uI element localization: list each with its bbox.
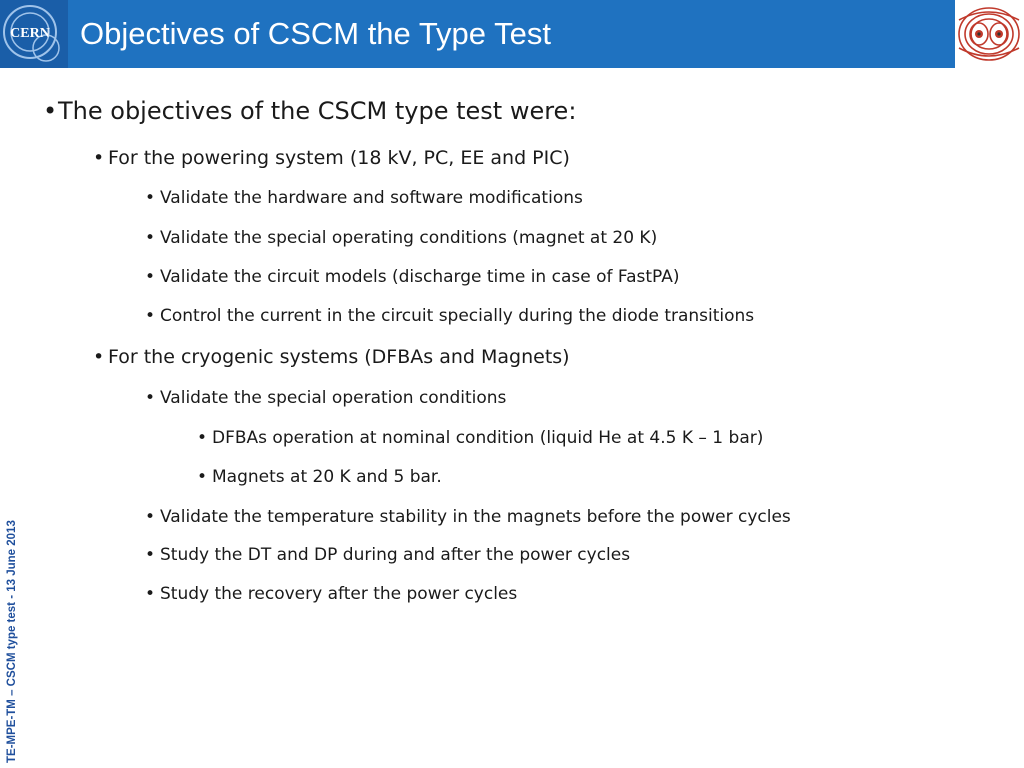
bullet-item xyxy=(145,304,755,328)
cern-logo-text: CERN xyxy=(10,26,50,41)
bullet-item xyxy=(197,465,442,489)
footer-vertical-text: TE-MPE-TM – CSCM type test - 13 June 2013 xyxy=(6,520,18,763)
bullet-text: Validate the special operation conditions xyxy=(160,388,507,408)
bullet-icon: • xyxy=(145,545,156,565)
bullet-item xyxy=(197,426,764,450)
bullet-text: DFBAs operation at nominal condition (liquid He at 4.5 K – 1 bar) xyxy=(212,428,764,448)
bullet-icon: • xyxy=(93,147,105,169)
bullet-item xyxy=(93,344,570,370)
bullet-icon: • xyxy=(145,507,156,527)
bullet-item xyxy=(145,226,658,250)
bullet-item xyxy=(93,145,570,171)
bullet-icon: • xyxy=(145,584,156,604)
bullet-icon: • xyxy=(145,188,156,208)
bullet-item xyxy=(145,582,518,606)
bullet-text: The objectives of the CSCM type test were: xyxy=(58,97,577,125)
bullet-text: Validate the special operating conditions (magnet at 20 K) xyxy=(160,228,658,248)
bullet-item xyxy=(145,543,631,567)
bullet-text: Study the recovery after the power cycles xyxy=(160,584,518,604)
bullet-icon: • xyxy=(145,228,156,248)
bullet-item xyxy=(43,96,577,126)
lhc-logo xyxy=(955,0,1024,68)
bullet-text: Validate the circuit models (discharge time in case of FastPA) xyxy=(160,267,680,287)
bullet-text: For the powering system (18 kV, PC, EE and PIC) xyxy=(108,147,570,169)
bullet-item xyxy=(145,386,507,410)
cern-logo xyxy=(0,0,68,68)
bullet-icon: • xyxy=(145,267,156,287)
bullet-text: Control the current in the circuit specially during the diode transitions xyxy=(160,306,755,326)
bullet-icon: • xyxy=(197,467,208,487)
bullet-text: Validate the temperature stability in the magnets before the power cycles xyxy=(160,507,791,527)
bullet-icon: • xyxy=(145,388,156,408)
page-title: Objectives of CSCM the Type Test xyxy=(80,16,551,51)
lhc-logo-graphic xyxy=(955,0,1024,68)
bullet-item xyxy=(145,265,680,289)
bullet-text: For the cryogenic systems (DFBAs and Magnets) xyxy=(108,346,570,368)
bullet-item xyxy=(145,505,791,529)
bullet-icon: • xyxy=(145,306,156,326)
bullet-text: Magnets at 20 K and 5 bar. xyxy=(212,467,442,487)
bullet-icon: • xyxy=(43,97,58,125)
bullet-icon: • xyxy=(93,346,105,368)
bullet-text: Study the DT and DP during and after the power cycles xyxy=(160,545,631,565)
title-bar xyxy=(0,0,1024,68)
bullet-item xyxy=(145,186,583,210)
cern-logo-graphic xyxy=(0,0,68,68)
bullet-icon: • xyxy=(197,428,208,448)
bullet-text: Validate the hardware and software modifications xyxy=(160,188,583,208)
